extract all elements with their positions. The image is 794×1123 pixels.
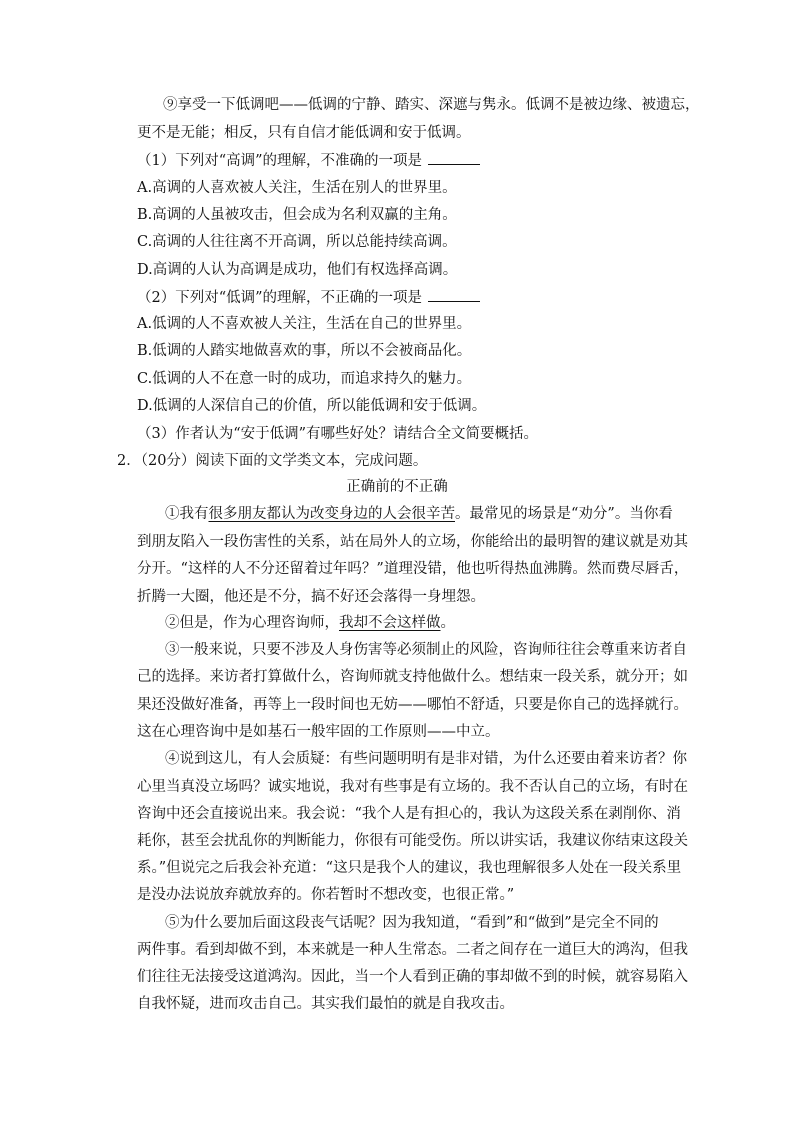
p1-text-b: 。最常见的场景是“劝分”。当你看 <box>455 506 673 522</box>
paragraph-5-line-3: 们往往无法接受这道鸿沟。因此，当一个人看到正确的事却做不到的时候，就容易陷入 <box>137 969 688 985</box>
answer-blank <box>428 287 480 302</box>
q1-option-b: B.高调的人虽被攻击，但会成为名利双赢的主角。 <box>137 207 457 223</box>
paragraph-1-line-3: 分开。“这样的人不分还留着过年吗？”道理没错，他也听得热血沸腾。然而费尽唇舌， <box>137 561 689 577</box>
article-title: 正确前的不正确 <box>346 479 448 495</box>
paragraph-4-line-1: ④说到这儿，有人会质疑：有些问题明明有是非对错，为什么还要由着来访者？你 <box>165 751 687 767</box>
question-3: （3）作者认为“安于低调”有哪些好处？请结合全文简要概括。 <box>137 426 539 442</box>
q1-option-c: C.高调的人往往离不开高调，所以总能持续高调。 <box>137 234 457 250</box>
paragraph-1-line-1 <box>165 504 673 524</box>
paragraph-4-line-2: 心里当真没立场吗？诚实地说，我对有些事是有立场的。我不否认自己的立场，有时在 <box>137 779 688 795</box>
question-2-text: （2）下列对“低调”的理解，不正确的一项是 <box>137 290 423 306</box>
paragraph-4-line-5: 系。”但说完之后我会补充道：“这只是我个人的建议，我也理解很多人处在一段关系里 <box>137 860 682 876</box>
paragraph-4-line-6: 是没办法说放弃就放弃的。你若暂时不想改变，也很正常。” <box>137 887 515 903</box>
q2-option-a: A.低调的人不喜欢被人关注，生活在自己的世界里。 <box>137 316 472 332</box>
p2-text-a: ②但是，作为心理咨询师， <box>165 615 339 631</box>
paragraph-5-line-4: 自我怀疑，进而攻击自己。其实我们最怕的就是自我攻击。 <box>137 996 514 1012</box>
p1-text-a: ①我有 <box>165 506 209 522</box>
paragraph-4-line-4: 耗你，甚至会扰乱你的判断能力，你很有可能受伤。所以讲实话，我建议你结束这段关 <box>137 833 688 849</box>
question-2 <box>137 287 480 308</box>
q2-option-c: C.低调的人不在意一时的成功，而追求持久的魅力。 <box>137 371 472 387</box>
paragraph-3-line-4: 这在心理咨询中是如基石一般牢固的工作原则——中立。 <box>137 724 500 740</box>
q2-option-b: B.低调的人踏实地做喜欢的事，所以不会被商品化。 <box>137 343 472 359</box>
paragraph-9-line-1: ⑨享受一下低调吧——低调的宁静、踏实、深遮与隽永。低调不是被边缘、被遗忘， <box>163 97 700 113</box>
paragraph-2 <box>165 613 455 633</box>
paragraph-3-line-1: ③一般来说，只要不涉及人身伤害等必须制止的风险，咨询师往往会尊重来访者自 <box>165 642 687 658</box>
p2-text-b: 。 <box>440 615 455 631</box>
q1-option-d: D.高调的人认为高调是成功，他们有权选择高调。 <box>137 262 458 278</box>
paragraph-5-line-1: ⑤为什么要加后面这段丧气话呢？因为我知道，“看到”和“做到”是完全不同的 <box>165 915 659 931</box>
q2-option-d: D.低调的人深信自己的价值，所以能低调和安于低调。 <box>137 398 487 414</box>
underlined-phrase: 我却不会这样做 <box>339 615 441 631</box>
question-1-text: （1）下列对“高调”的理解，不准确的一项是 <box>137 153 423 169</box>
paragraph-9-line-2: 更不是无能；相反，只有自信才能低调和安于低调。 <box>137 125 471 141</box>
answer-blank <box>428 150 480 165</box>
paragraph-3-line-2: 己的选择。来访者打算做什么，咨询师就支持他做什么。想结束一段关系，就分开；如 <box>137 669 688 685</box>
paragraph-3-line-3: 果还没做好准备，再等上一段时间也无妨——哪怕不舒适，只要是你自己的选择就行。 <box>137 697 688 713</box>
paragraph-4-line-3: 咨询中还会直接说出来。我会说：“我个人是有担心的，我认为这段关系在剥削你、消 <box>137 806 681 822</box>
underlined-sentence: 很多朋友都认为改变身边的人会很辛苦 <box>208 506 455 522</box>
q1-option-a: A.高调的人喜欢被人关注，生活在别人的世界里。 <box>137 180 457 196</box>
question-2-header: 2．（20分）阅读下面的文学类文本，完成问题。 <box>117 453 428 469</box>
paragraph-1-line-4: 折腾一大圈，他还是不分，搞不好还会落得一身埋怨。 <box>137 589 485 605</box>
paragraph-5-line-2: 两件事。看到却做不到，本来就是一种人生常态。二者之间存在一道巨大的鸿沟，但我 <box>137 942 688 958</box>
paragraph-1-line-2: 到朋友陷入一段伤害性的关系，站在局外人的立场，你能给出的最明智的建议就是劝其 <box>137 534 688 550</box>
question-1 <box>137 150 480 171</box>
